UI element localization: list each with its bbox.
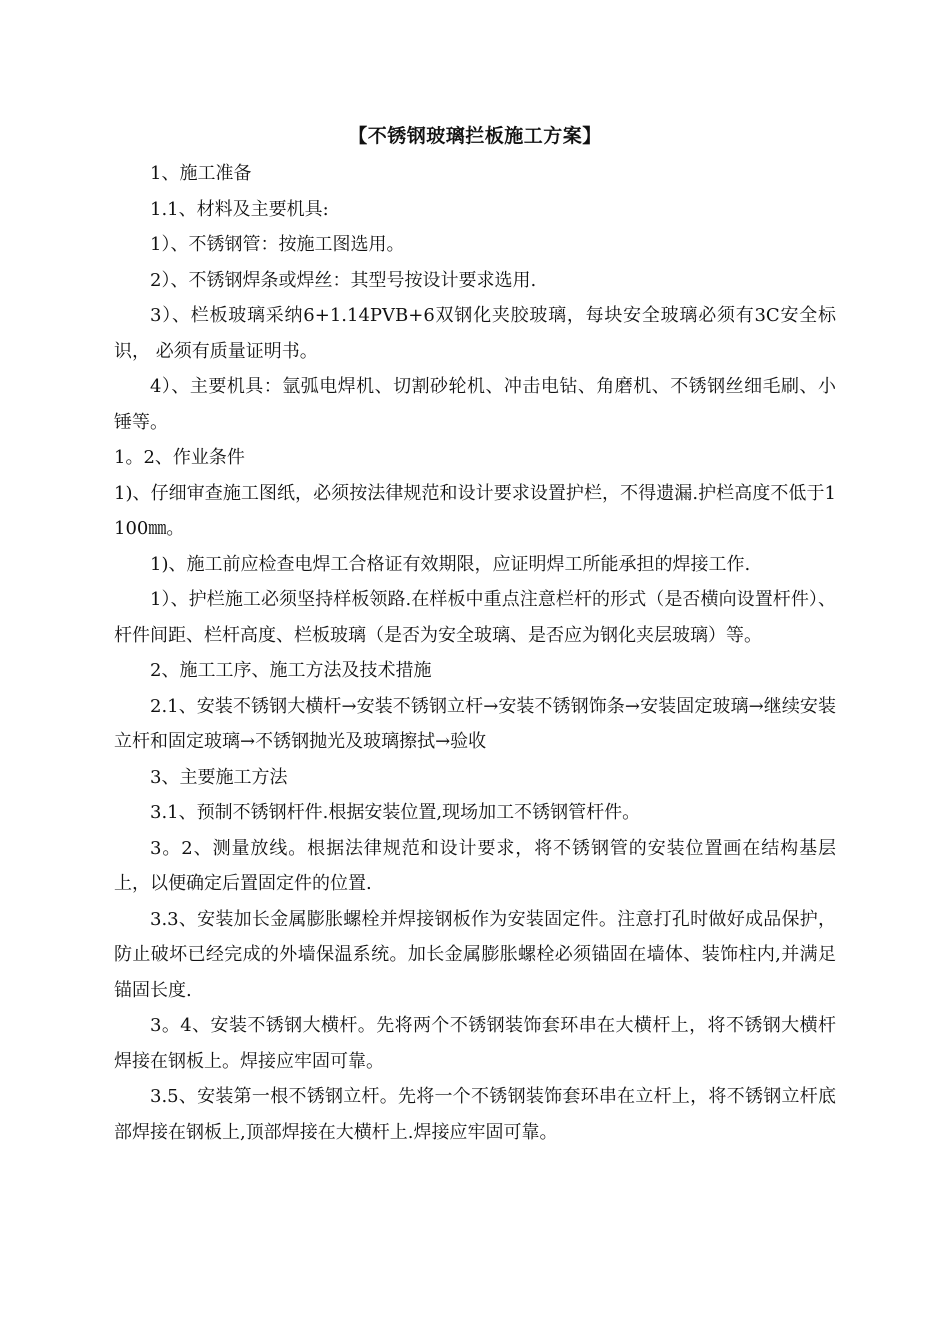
paragraph: 2、施工工序、施工方法及技术措施: [150, 660, 432, 681]
paragraph: 3。2、测量放线。根据法律规范和设计要求，将不锈钢管的安装位置画在结构基层上，以便确定后置固定件的位置.: [114, 837, 836, 894]
paragraph: 1）、不锈钢管：按施工图选用。: [150, 234, 405, 255]
paragraph: 4）、主要机具：氩弧电焊机、切割砂轮机、冲击电钻、角磨机、不锈钢丝细毛刷、小锤等。: [114, 376, 836, 433]
paragraph: 1、施工准备: [150, 163, 252, 184]
paragraph: 3.1、预制不锈钢杆件.根据安装位置,现场加工不锈钢管杆件。: [150, 802, 641, 823]
paragraph: 3）、栏板玻璃采纳6+1.14PVB+6双钢化夹胶玻璃，每块安全玻璃必须有3C安全标识， 必须有质量证明书。: [114, 305, 836, 362]
paragraph: 1。2、作业条件: [114, 447, 245, 468]
paragraph: 3.3、安装加长金属膨胀螺栓并焊接钢板作为安装固定件。注意打孔时做好成品保护，防止破坏已经完成的外墙保温系统。加长金属膨胀螺栓必须锚固在墙体、装饰柱内,并满足锚固长度.: [114, 908, 836, 1001]
paragraph: 2）、不锈钢焊条或焊丝：其型号按设计要求选用.: [150, 269, 537, 291]
paragraph: 3.5、安装第一根不锈钢立杆。先将一个不锈钢装饰套环串在立杆上，将不锈钢立杆底部焊接在钢板上,顶部焊接在大横杆上.焊接应牢固可靠。: [114, 1086, 836, 1143]
document-title: 【不锈钢玻璃拦板施工方案】: [348, 125, 602, 147]
paragraph: 3。4、安装不锈钢大横杆。先将两个不锈钢装饰套环串在大横杆上，将不锈钢大横杆焊接在钢板上。焊接应牢固可靠。: [114, 1015, 836, 1072]
paragraph: 1）、护栏施工必须坚持样板领路.在样板中重点注意栏杆的形式（是否横向设置杆件）、杆件间距、栏杆高度、栏板玻璃（是否为安全玻璃、是否应为钢化夹层玻璃）等。: [114, 589, 836, 646]
paragraph: 3、主要施工方法: [150, 766, 288, 788]
paragraph: 1.1、材料及主要机具:: [150, 198, 329, 220]
paragraph: 2.1、安装不锈钢大横杆→安装不锈钢立杆→安装不锈钢饰条→安装固定玻璃→继续安装立杆和固定玻璃→不锈钢抛光及玻璃擦拭→验收: [114, 695, 836, 752]
paragraph: 1)、仔细审查施工图纸，必须按法律规范和设计要求设置护栏，不得遗漏.护栏高度不低于1100㎜。: [114, 482, 836, 539]
document-body: [114, 156, 836, 1150]
paragraph: 1)、施工前应检查电焊工合格证有效期限，应证明焊工所能承担的焊接工作.: [150, 553, 751, 575]
